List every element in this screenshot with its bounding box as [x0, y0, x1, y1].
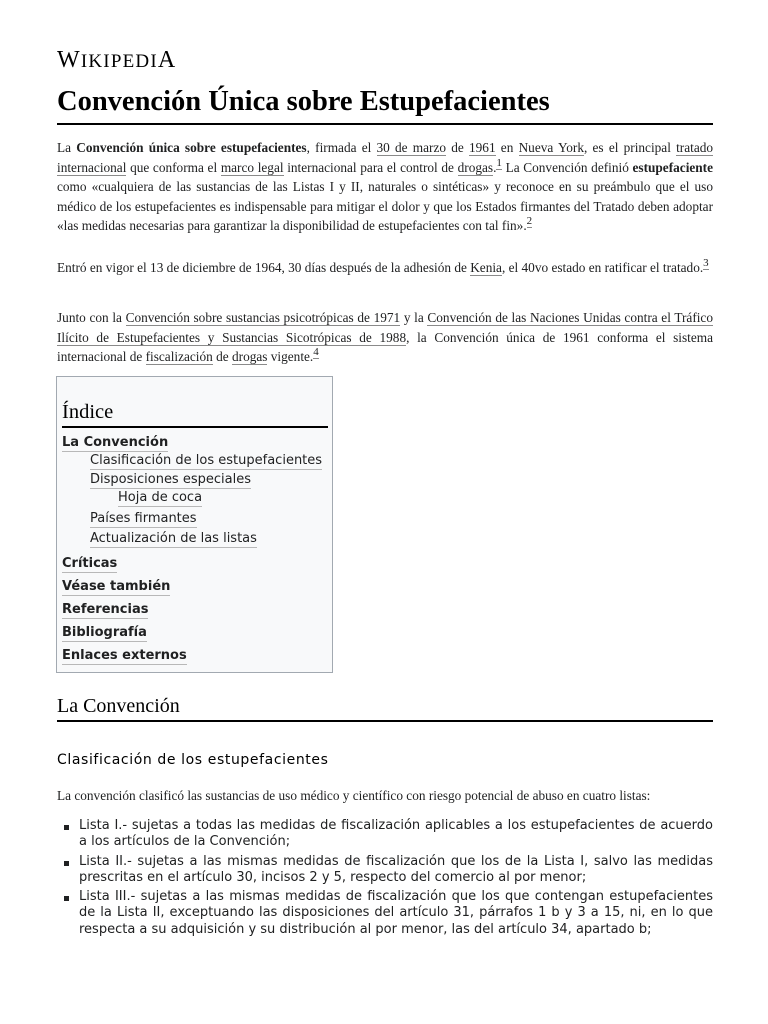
subsection-heading: Clasificación de los estupefacientes	[57, 752, 329, 768]
toc-item-actualizacion[interactable]: Actualización de las listas	[90, 531, 257, 546]
text: La Convención definió	[501, 159, 633, 175]
link-30-de-marzo[interactable]: 30 de marzo	[376, 140, 447, 155]
wordmark-final: A	[157, 47, 177, 73]
toc-item-paises-firmantes[interactable]: Países firmantes	[90, 511, 197, 526]
text: en	[495, 140, 519, 155]
intro-paragraph-2	[57, 258, 713, 278]
text: , firmada el	[306, 140, 377, 155]
toc-item-vease-tambien[interactable]: Véase también	[62, 579, 171, 594]
table-of-contents	[56, 376, 333, 673]
link-tratado-internacional[interactable]: tratado internacional	[57, 140, 714, 175]
toc-item-referencias[interactable]: Referencias	[62, 602, 149, 617]
link-1961[interactable]: 1961	[469, 140, 496, 155]
link-drogas[interactable]: drogas	[457, 159, 494, 175]
link-marco-legal[interactable]: marco legal	[220, 159, 284, 175]
intro-paragraph-1	[57, 138, 713, 236]
schedules-list	[61, 818, 713, 941]
text: como «cualquiera de las sustancias de las Listas I y II, naturales o sintéticas» y reconoce en su preámbulo que el uso médico de los estupefacientes es indispensable para mitigar el dolor y que los Estados firmantes del Tratado deben adoptar «las medidas necesarias para garantizar la disponibilidad de estupefacientes con tal fin».	[57, 179, 713, 233]
page-title: Convención Única sobre Estupefacientes	[57, 84, 713, 125]
list-item: Lista I.- sujetas a todas las medidas de fiscalización aplicables a los estupefacientes de acuerdo a los artículos de la Convención;	[61, 818, 713, 851]
text: y la	[400, 310, 428, 325]
wordmark-middle: IKIPEDI	[80, 51, 158, 72]
toc-title: Índice	[62, 399, 328, 428]
toc-item-clasificacion[interactable]: Clasificación de los estupefacientes	[90, 453, 323, 468]
text: La	[57, 140, 77, 155]
toc-item-criticas[interactable]: Críticas	[62, 556, 118, 571]
text: , es el principal	[584, 140, 677, 155]
wikipedia-wordmark[interactable]	[57, 47, 176, 74]
text: de	[212, 349, 232, 364]
toc-item-la-convencion[interactable]: La Convención	[62, 435, 169, 450]
link-fiscalizacion[interactable]: fiscalización	[145, 349, 213, 364]
toc-item-bibliografia[interactable]: Bibliografía	[62, 625, 147, 640]
link-convencion-1988[interactable]: Convención de las Naciones Unidas contra el Tráfico Ilícito de Estupefacientes y Sustancias Sicotrópicas de 1988	[57, 310, 713, 345]
text: .	[493, 159, 497, 175]
text: , la Convención única de 1961 conforma el sistema internacional de	[57, 329, 713, 364]
wordmark-initial: W	[57, 47, 81, 73]
bold-term: estupefaciente	[632, 159, 714, 175]
link-kenia[interactable]: Kenia	[470, 260, 502, 275]
intro-paragraph-3	[57, 308, 713, 367]
section-intro-text: La convención clasificó las sustancias de uso médico y científico con riesgo potencial de abuso en cuatro listas:	[57, 788, 651, 803]
reference-3[interactable]: 3	[703, 257, 709, 269]
text: , el 40vo estado en ratificar el tratado.	[501, 260, 704, 275]
section-heading: La Convención	[57, 694, 713, 722]
reference-2[interactable]: 2	[526, 215, 533, 227]
link-nueva-york[interactable]: Nueva York	[518, 140, 584, 155]
list-item: Lista II.- sujetas a las mismas medidas de fiscalización que los de la Lista I, salvo las medidas prescritas en el artículo 30, incisos 2 y 5, respecto del comercio al por menor;	[61, 854, 713, 887]
link-convencion-1971[interactable]: Convención sobre sustancias psicotrópicas de 1971	[125, 310, 401, 325]
toc-item-disposiciones[interactable]: Disposiciones especiales	[90, 472, 251, 487]
toc-item-enlaces-externos[interactable]: Enlaces externos	[62, 648, 187, 663]
text: internacional para el control de	[283, 159, 458, 175]
reference-1[interactable]: 1	[496, 156, 502, 169]
text: vigente.	[267, 349, 314, 364]
list-item: Lista III.- sujetas a las mismas medidas de fiscalización que los que contengan estupefacientes de la Lista II, exceptuando las disposiciones del artículo 31, párrafos 1 b y 3 a 15, ni, en lo que respecta a su adquisición y su distribución al por menor, las del artículo 34, apartado b;	[61, 889, 713, 938]
text: que conforma el	[126, 159, 221, 175]
text: Entró en vigor el 13 de diciembre de 1964, 30 días después de la adhesión de	[57, 260, 471, 275]
toc-item-hoja-de-coca[interactable]: Hoja de coca	[118, 490, 203, 505]
text: de	[446, 140, 469, 155]
link-drogas[interactable]: drogas	[232, 349, 268, 364]
bold-term: Convención única sobre estupefacientes	[76, 140, 307, 155]
text: Junto con la	[57, 310, 126, 325]
reference-4[interactable]: 4	[313, 346, 319, 358]
